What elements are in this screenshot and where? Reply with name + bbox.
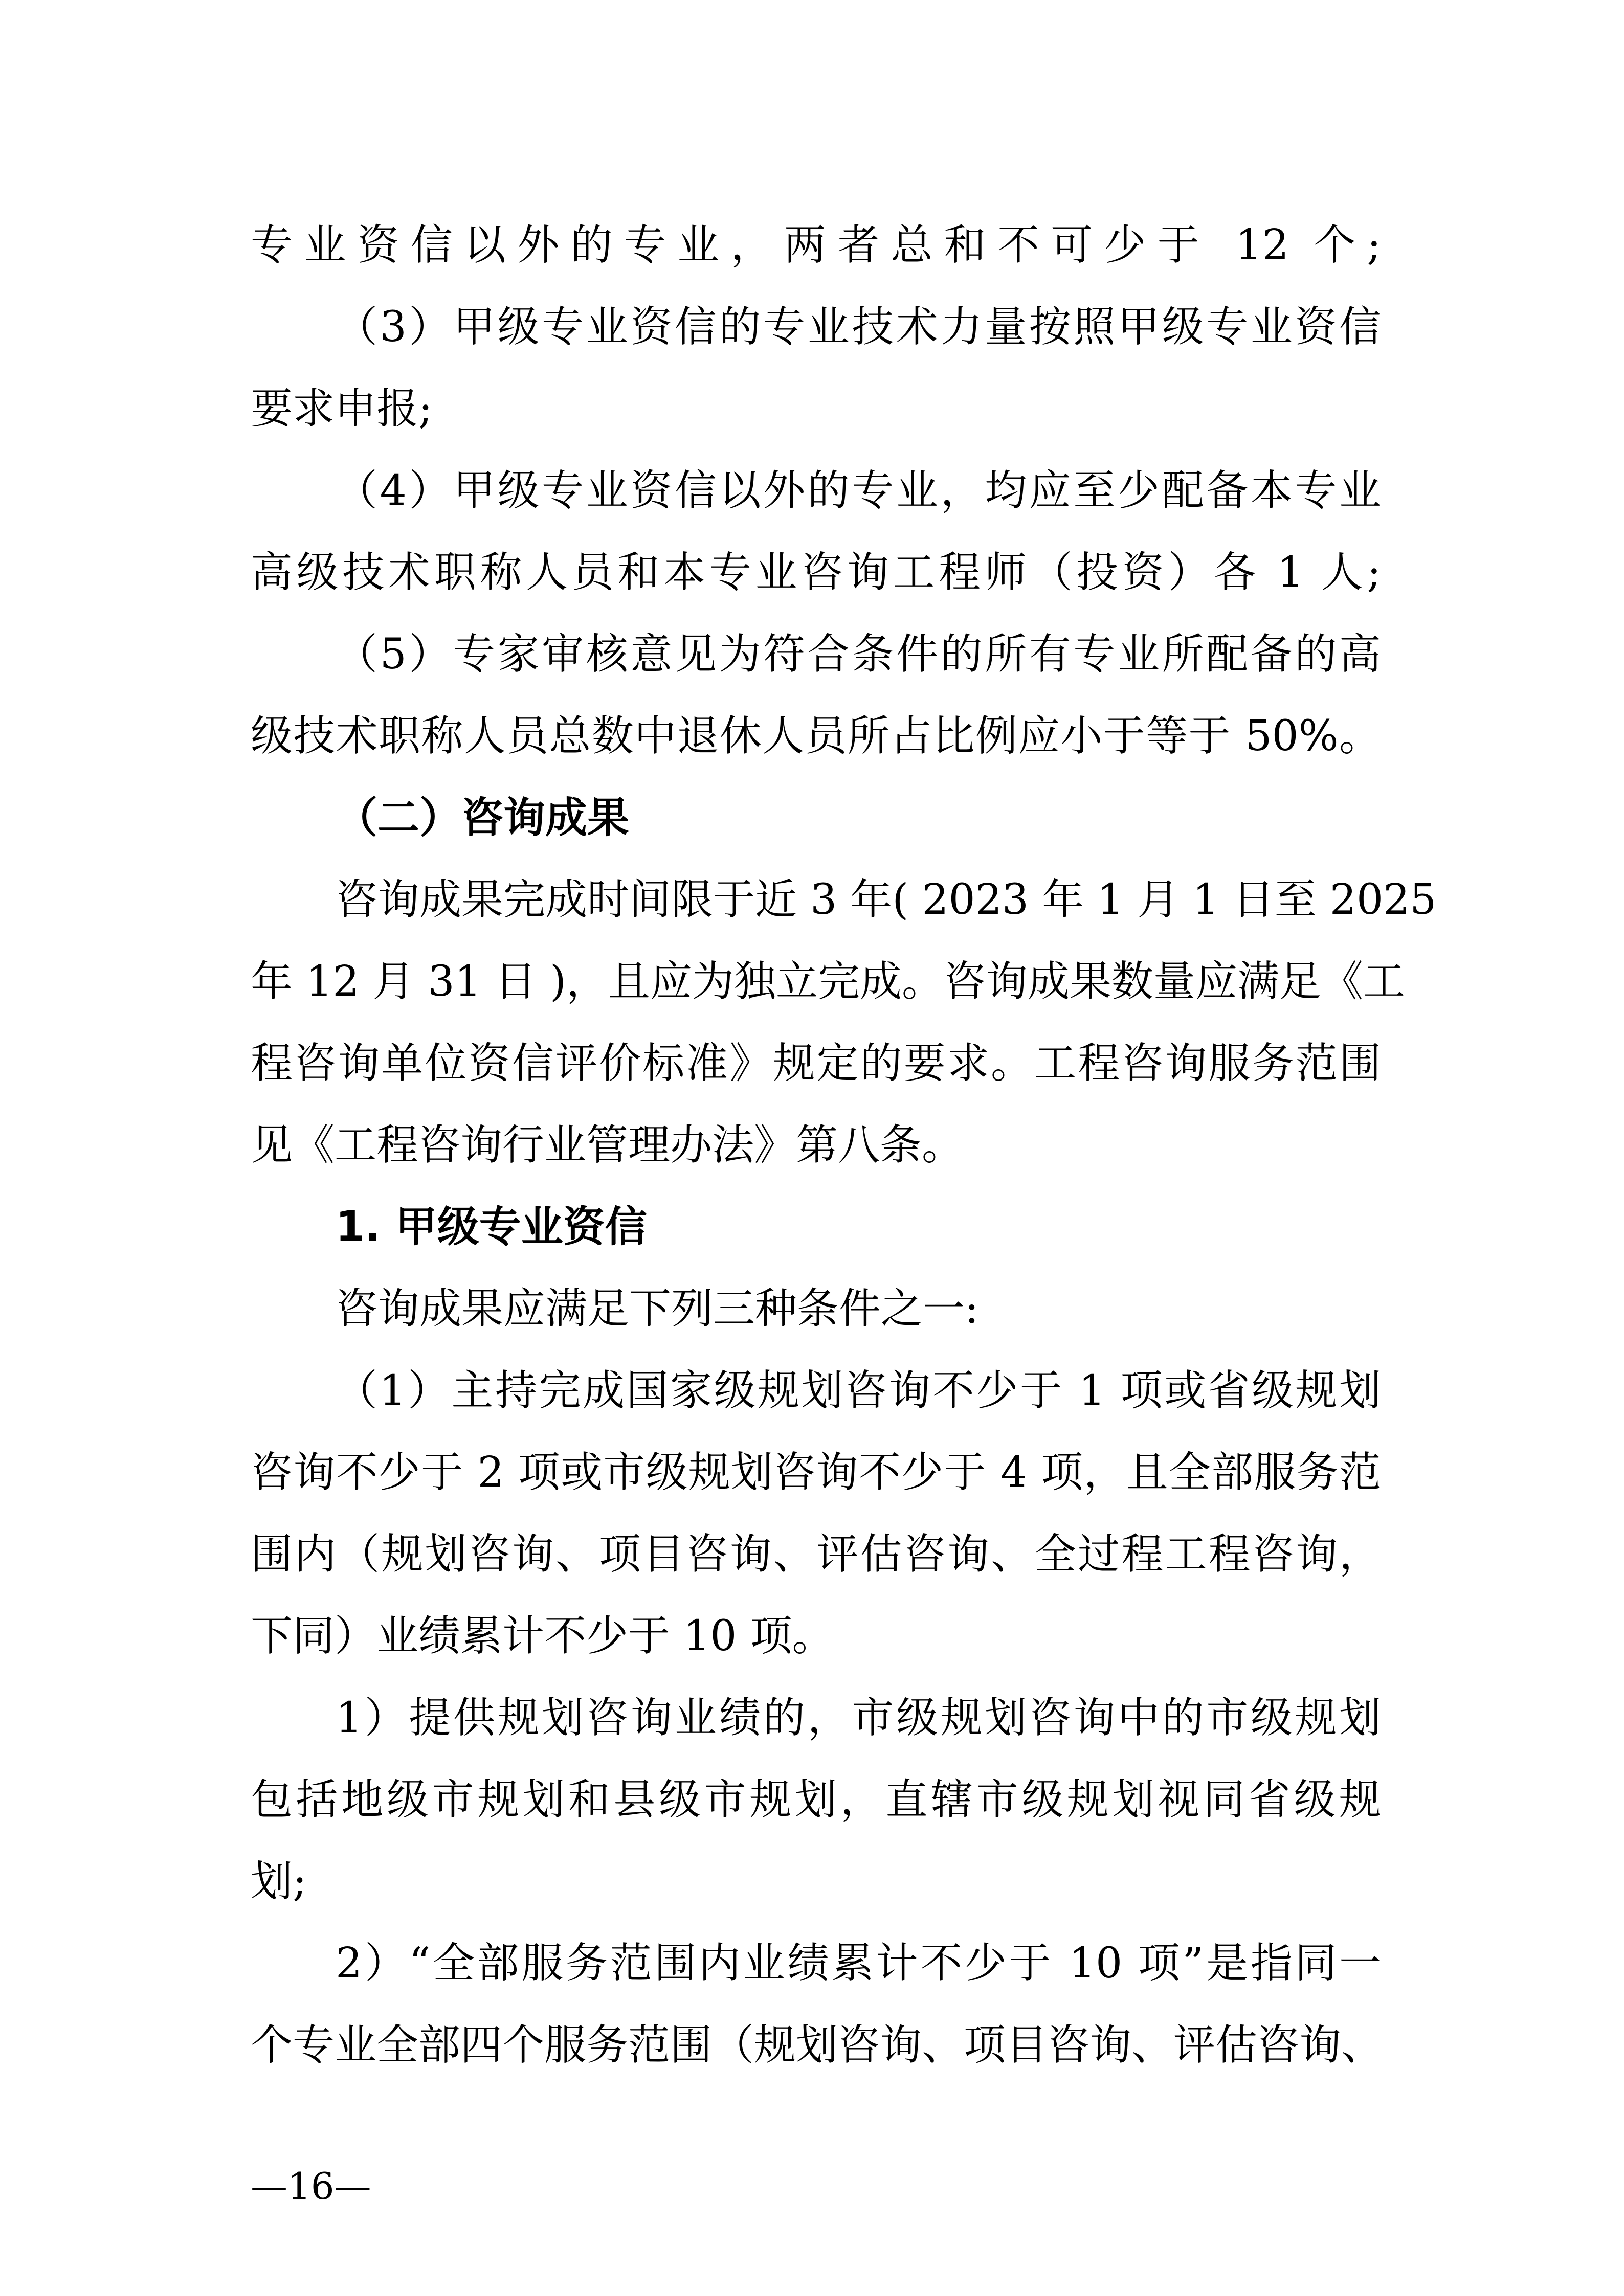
body-text-line: 级技术职称人员总数中退休人员所占比例应小于等于 50%。 bbox=[251, 712, 1381, 760]
list-item-line: 2）“全部服务范围内业绩累计不少于 10 项”是指同一 bbox=[336, 1939, 1381, 1988]
body-text-line: 下同）业绩累计不少于 10 项。 bbox=[251, 1612, 834, 1660]
body-text-line: 见《工程咨询行业管理办法》第八条。 bbox=[251, 1121, 964, 1169]
body-text-line: 划; bbox=[251, 1857, 307, 1906]
body-text-line: 包括地级市规划和县级市规划，直辖市级规划视同省级规 bbox=[251, 1775, 1381, 1824]
body-text-line: 个专业全部四个服务范围（规划咨询、项目咨询、评估咨询、 bbox=[251, 2021, 1384, 2069]
list-item-line: （1）主持完成国家级规划咨询不少于 1 项或省级规划 bbox=[336, 1366, 1381, 1415]
body-text-line: 专业资信以外的专业，两者总和不可少于 12 个; bbox=[251, 221, 1381, 269]
body-text-line: 围内（规划咨询、项目咨询、评估咨询、全过程工程咨询， bbox=[251, 1530, 1381, 1579]
page-number: —16— bbox=[251, 2165, 371, 2208]
body-text-line: 咨询成果完成时间限于近 3 年( 2023 年 1 月 1 日至 2025 bbox=[336, 875, 1437, 924]
body-text-line: 程咨询单位资信评价标准》规定的要求。工程咨询服务范围 bbox=[251, 1039, 1381, 1088]
list-item-line: 1）提供规划咨询业绩的，市级规划咨询中的市级规划 bbox=[336, 1694, 1381, 1742]
body-text-line: 高级技术职称人员和本专业咨询工程师（投资）各 1 人; bbox=[251, 548, 1381, 597]
body-text-line: 年 12 月 31 日 )，且应为独立完成。咨询成果数量应满足《工 bbox=[251, 957, 1406, 1006]
subsection-heading: 1. 甲级专业资信 bbox=[336, 1203, 647, 1251]
body-text-line: 咨询不少于 2 项或市级规划咨询不少于 4 项，且全部服务范 bbox=[251, 1448, 1381, 1497]
body-text-line: 要求申报; bbox=[251, 385, 433, 433]
body-text-line: 咨询成果应满足下列三种条件之一: bbox=[336, 1285, 979, 1333]
list-item-line: （3）甲级专业资信的专业技术力量按照甲级专业资信 bbox=[336, 303, 1381, 351]
list-item-line: （4）甲级专业资信以外的专业，均应至少配备本专业 bbox=[336, 466, 1381, 515]
section-heading: （二）咨询成果 bbox=[336, 794, 630, 842]
list-item-line: （5）专家审核意见为符合条件的所有专业所配备的高 bbox=[336, 630, 1381, 679]
